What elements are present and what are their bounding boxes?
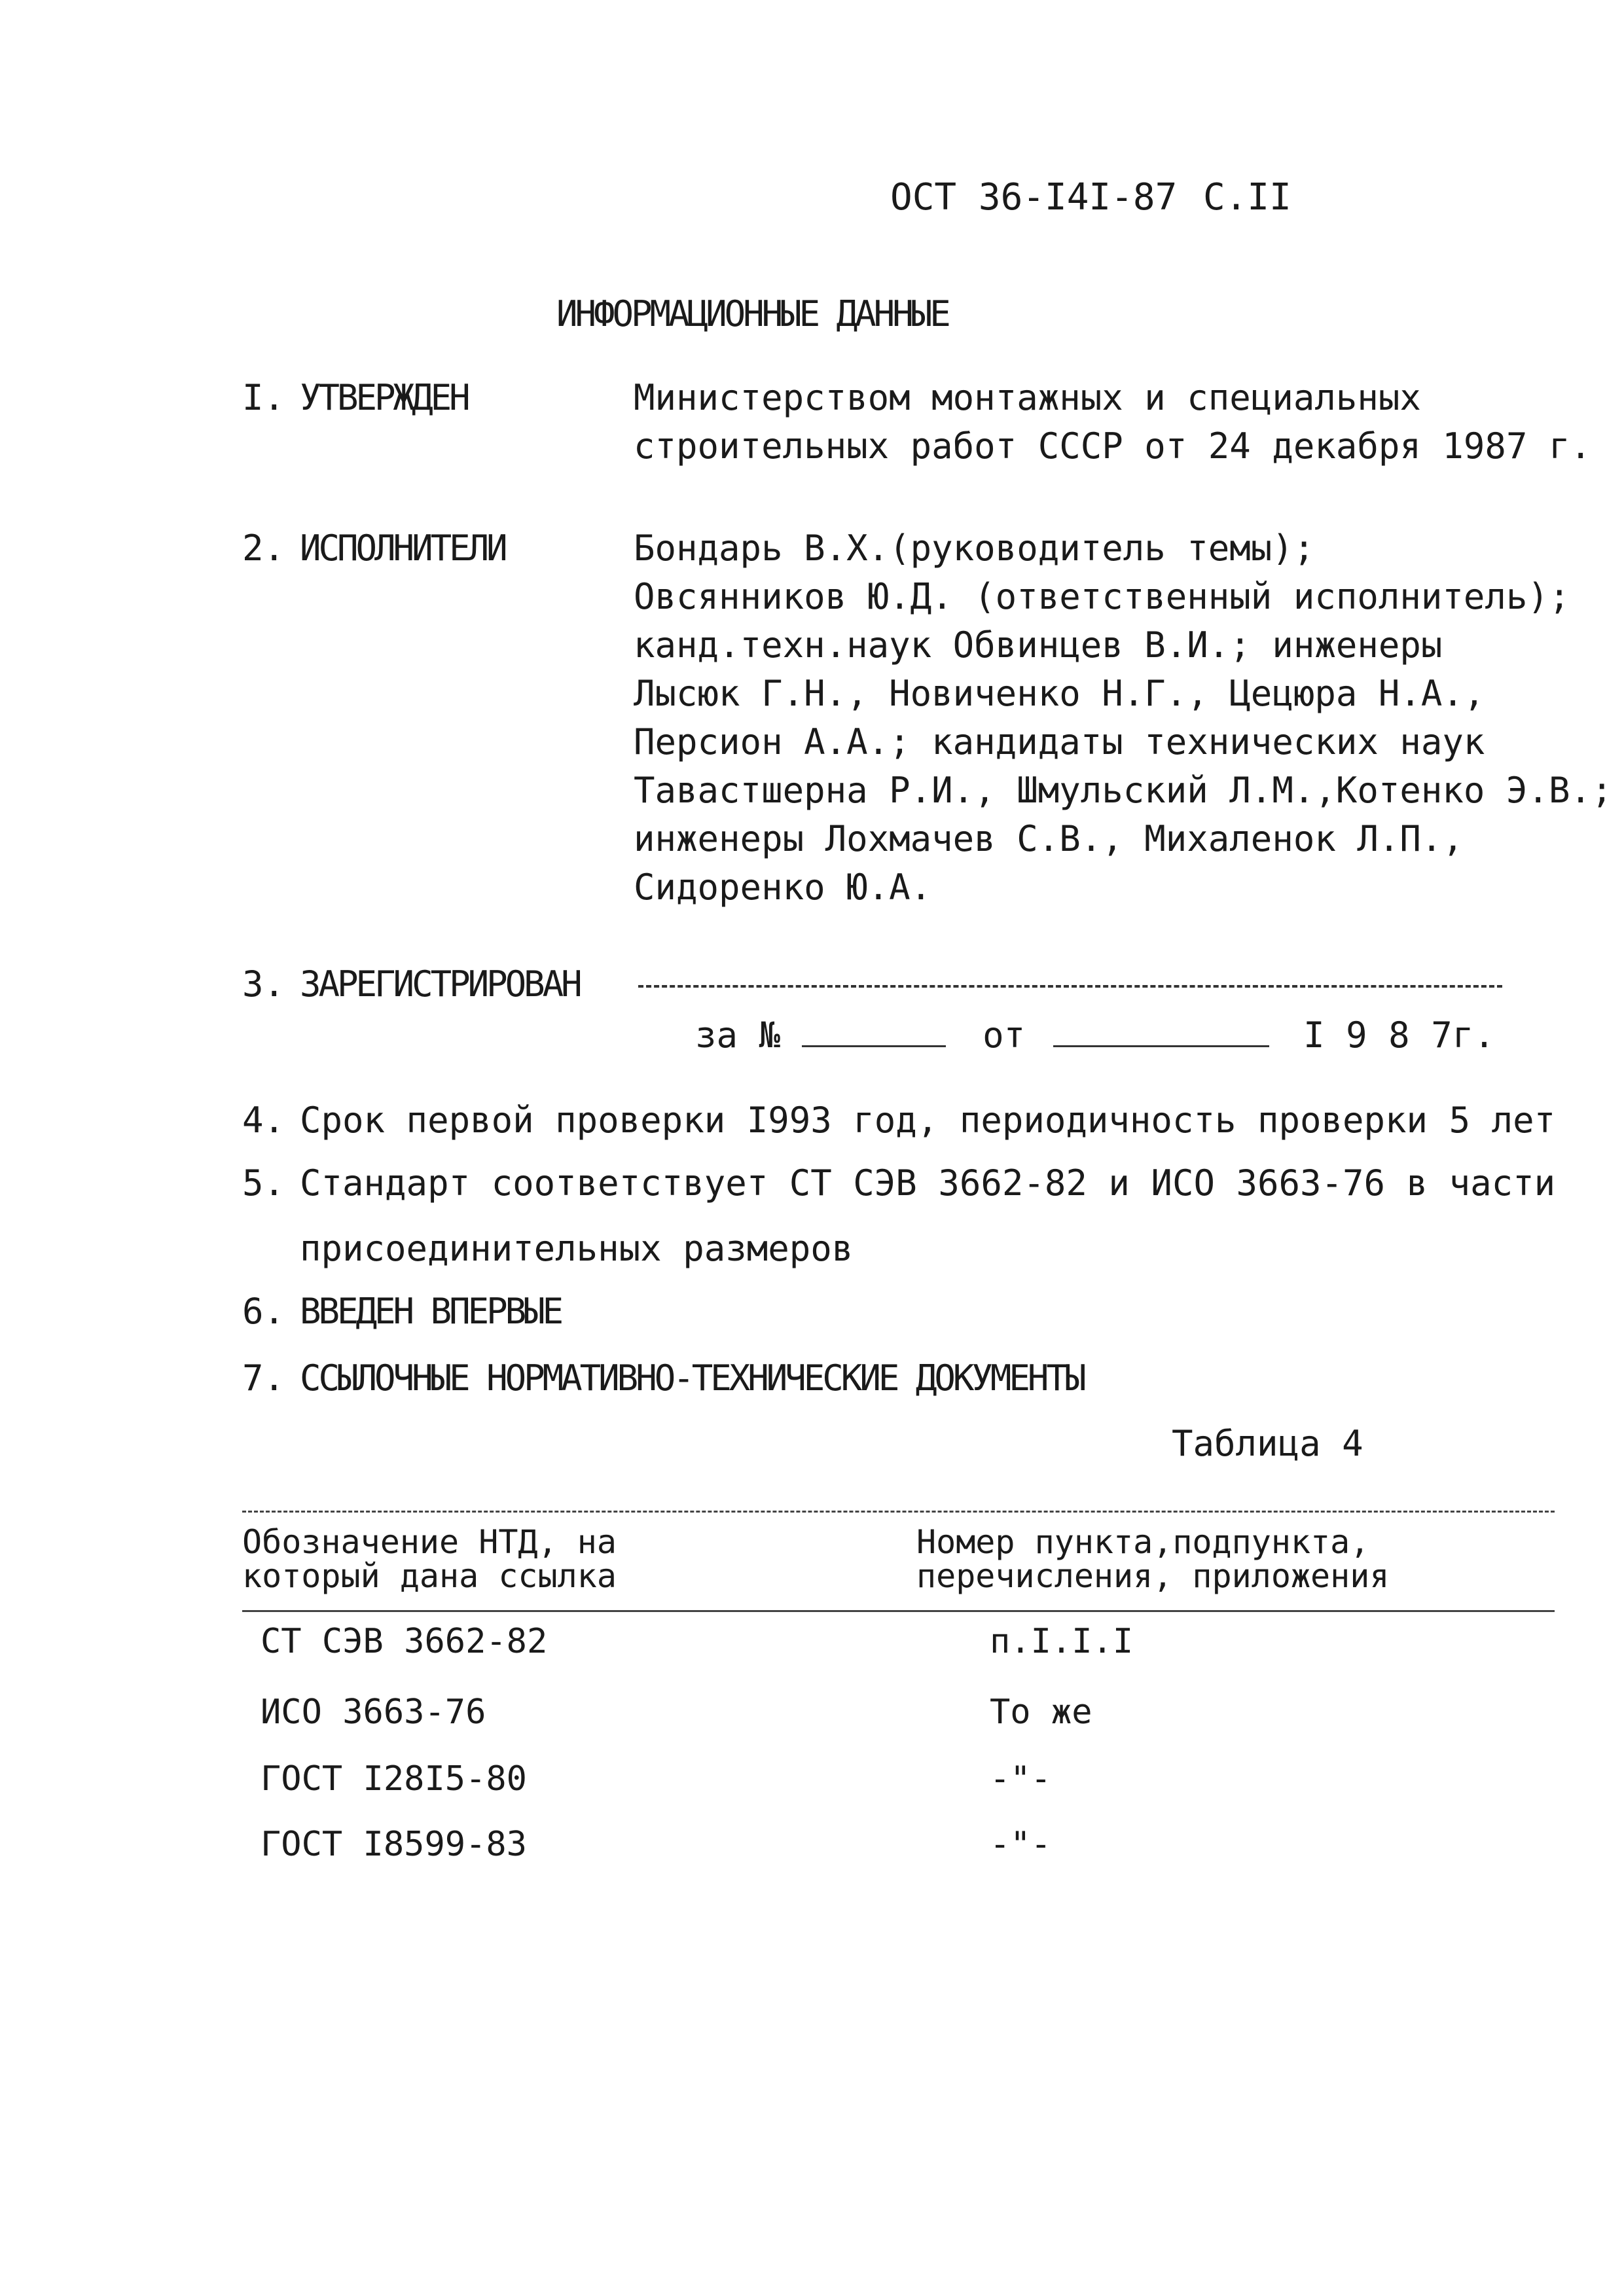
table-caption: Таблица 4 bbox=[1172, 1423, 1363, 1464]
table-header-rule bbox=[242, 1610, 1555, 1612]
point-5-number: 5. bbox=[242, 1162, 285, 1204]
item-3-label: ЗАРЕГИСТРИРОВАН bbox=[300, 963, 580, 1005]
item-3-number: 3. bbox=[242, 963, 285, 1005]
table-top-rule bbox=[242, 1511, 1555, 1513]
point-7-number: 7. bbox=[242, 1357, 285, 1399]
section-title: ИНФОРМАЦИОННЫЕ ДАННЫЕ bbox=[556, 293, 948, 334]
item-2-line: Бондарь В.Х.(руководитель темы); bbox=[634, 528, 1315, 569]
item-2-label: ИСПОЛНИТЕЛИ bbox=[300, 528, 505, 569]
point-5-text: Стандарт соответствует СТ СЭВ 3662-82 и ИСО 3663-76 в части bbox=[300, 1162, 1556, 1204]
item-2-number: 2. bbox=[242, 528, 285, 569]
item-1-line: строительных работ СССР от 24 декабря 1987 г. bbox=[634, 425, 1591, 467]
registration-number-blank bbox=[802, 1019, 946, 1047]
table-header-clause: Номер пункта,подпункта, bbox=[916, 1523, 1370, 1561]
table-header-clause: перечисления, приложения bbox=[916, 1557, 1390, 1595]
registration-year: I 9 8 7г. bbox=[1303, 1014, 1495, 1056]
registration-dash-line bbox=[638, 985, 1502, 988]
table-row-designation: ИСО 3663-76 bbox=[261, 1693, 486, 1732]
point-5-continuation: присоединительных размеров bbox=[300, 1228, 854, 1269]
table-row-clause: То же bbox=[990, 1693, 1092, 1732]
registration-date-blank bbox=[1053, 1019, 1269, 1047]
item-2-line: канд.техн.наук Обвинцев В.И.; инженеры bbox=[634, 624, 1443, 666]
item-1-label: УТВЕРЖДЕН bbox=[300, 377, 468, 418]
item-2-line: инженеры Лохмачев С.В., Михаленок Л.П., bbox=[634, 818, 1464, 859]
registration-line bbox=[695, 1016, 1495, 1055]
item-2-line: Персион А.А.; кандидаты технических наук bbox=[634, 721, 1485, 762]
table-row-designation: СТ СЭВ 3662-82 bbox=[261, 1622, 548, 1661]
item-1-number: I. bbox=[242, 377, 285, 418]
page-number: С.II bbox=[1203, 176, 1291, 219]
table-row-designation: ГОСТ I8599-83 bbox=[261, 1825, 527, 1864]
item-2-line: Лысюк Г.Н., Новиченко Н.Г., Цецюра Н.А., bbox=[634, 673, 1485, 714]
registration-number-label: за № bbox=[695, 1014, 781, 1056]
point-6-number: 6. bbox=[242, 1291, 285, 1332]
table-header-designation: который дана ссылка bbox=[242, 1557, 617, 1595]
point-6-text: ВВЕДЕН ВПЕРВЫЕ bbox=[300, 1291, 562, 1332]
point-7-text: ССЫЛОЧНЫЕ НОРМАТИВНО-ТЕХНИЧЕСКИЕ ДОКУМЕНТЫ bbox=[300, 1357, 1084, 1399]
table-row-clause: -"- bbox=[990, 1759, 1051, 1799]
table-row-clause: п.I.I.I bbox=[990, 1622, 1134, 1661]
table-header-designation: Обозначение НТД, на bbox=[242, 1523, 617, 1561]
document-code: ОСТ 36-I4I-87 bbox=[890, 176, 1178, 219]
item-1-line: Министерством монтажных и специальных bbox=[634, 377, 1421, 418]
item-2-line: Тавастшерна Р.И., Шмульский Л.М.,Котенко Э.В.; bbox=[634, 770, 1613, 811]
table-row-clause: -"- bbox=[990, 1825, 1051, 1864]
registration-date-label: от bbox=[983, 1014, 1026, 1056]
table-row-designation: ГОСТ I28I5-80 bbox=[261, 1759, 527, 1799]
item-2-line: Сидоренко Ю.А. bbox=[634, 867, 932, 908]
item-2-line: Овсянников Ю.Д. (ответственный исполнитель); bbox=[634, 576, 1570, 617]
point-4-text: Срок первой проверки I993 год, периодичность проверки 5 лет bbox=[300, 1100, 1556, 1141]
point-4-number: 4. bbox=[242, 1100, 285, 1141]
